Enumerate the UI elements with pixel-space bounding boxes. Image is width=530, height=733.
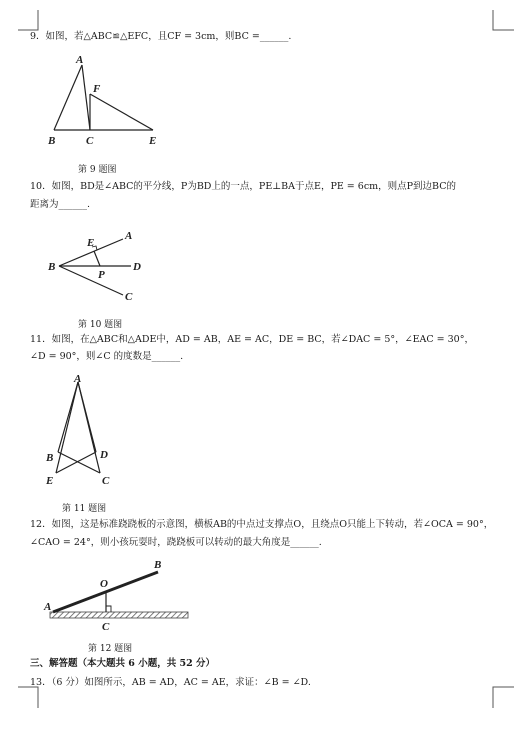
- q9-label-f: F: [93, 83, 101, 95]
- q12-text-line2: ∠CAO = 24°，则小孩玩耍时，跷跷板可以转动的最大角度是______.: [30, 537, 322, 548]
- q12-label-o: O: [100, 578, 108, 590]
- q12-label-c: C: [102, 621, 110, 633]
- q10-label-b: B: [48, 261, 56, 273]
- q10-label-a: A: [125, 230, 133, 242]
- q12-ground: [50, 612, 188, 618]
- corner-mark-top-right: [492, 10, 514, 32]
- q11-text-line1: 11．如图，在△ABC和△ADE中，AD = AB，AE = AC，DE = BC，若∠DAC = 5°，∠EAC = 30°，: [30, 334, 474, 345]
- section3-heading: 三、解答题（本大题共 6 小题，共 52 分）: [30, 658, 216, 669]
- q10-label-e: E: [87, 237, 95, 249]
- corner-mark-top-left: [18, 10, 40, 32]
- q11-figure: [38, 372, 148, 492]
- q11-label-e: E: [46, 475, 54, 487]
- corner-mark-bottom-left: [18, 686, 40, 708]
- q10-label-c: C: [125, 291, 133, 303]
- corner-mark-bottom-right: [492, 686, 514, 708]
- q10-figure: [45, 225, 160, 310]
- q10-text-line1: 10．如图，BD是∠ABC的平分线，P为BD上的一点，PE⊥BA于点E，PE = 6cm，则点P到边BC的: [30, 181, 456, 192]
- q10-text-line2: 距离为______.: [30, 199, 91, 210]
- q9-label-b: B: [48, 135, 56, 147]
- q11-label-b: B: [46, 452, 54, 464]
- q10-label-p: P: [98, 269, 105, 281]
- q12-label-b: B: [154, 559, 162, 571]
- q11-label-d: D: [100, 449, 108, 461]
- q13-text: 13．（6 分）如图所示，AB = AD，AC = AE，求证：∠B = ∠D.: [30, 677, 311, 688]
- q9-caption: 第 9 题图: [78, 165, 117, 175]
- q12-label-a: A: [44, 601, 52, 613]
- q12-caption: 第 12 题图: [88, 644, 133, 654]
- q9-figure: [40, 50, 175, 155]
- q12-text-line1: 12．如图，这是标准跷跷板的示意图，横板AB的中点过支撑点O，且绕点O只能上下转动，若∠OCA = 90°，: [30, 519, 494, 530]
- q11-caption: 第 11 题图: [62, 504, 107, 514]
- q9-text: 9．如图，若△ABC≌△EFC，且CF = 3cm，则BC =______.: [30, 31, 292, 42]
- q9-label-a: A: [76, 54, 84, 66]
- q10-label-d: D: [133, 261, 141, 273]
- q9-label-c: C: [86, 135, 94, 147]
- q11-text-line2: ∠D = 90°，则∠C 的度数是______.: [30, 351, 184, 362]
- q11-label-a: A: [74, 373, 82, 385]
- q9-label-e: E: [149, 135, 157, 147]
- q10-caption: 第 10 题图: [78, 320, 123, 330]
- q12-figure: [40, 556, 190, 636]
- q11-label-c: C: [102, 475, 110, 487]
